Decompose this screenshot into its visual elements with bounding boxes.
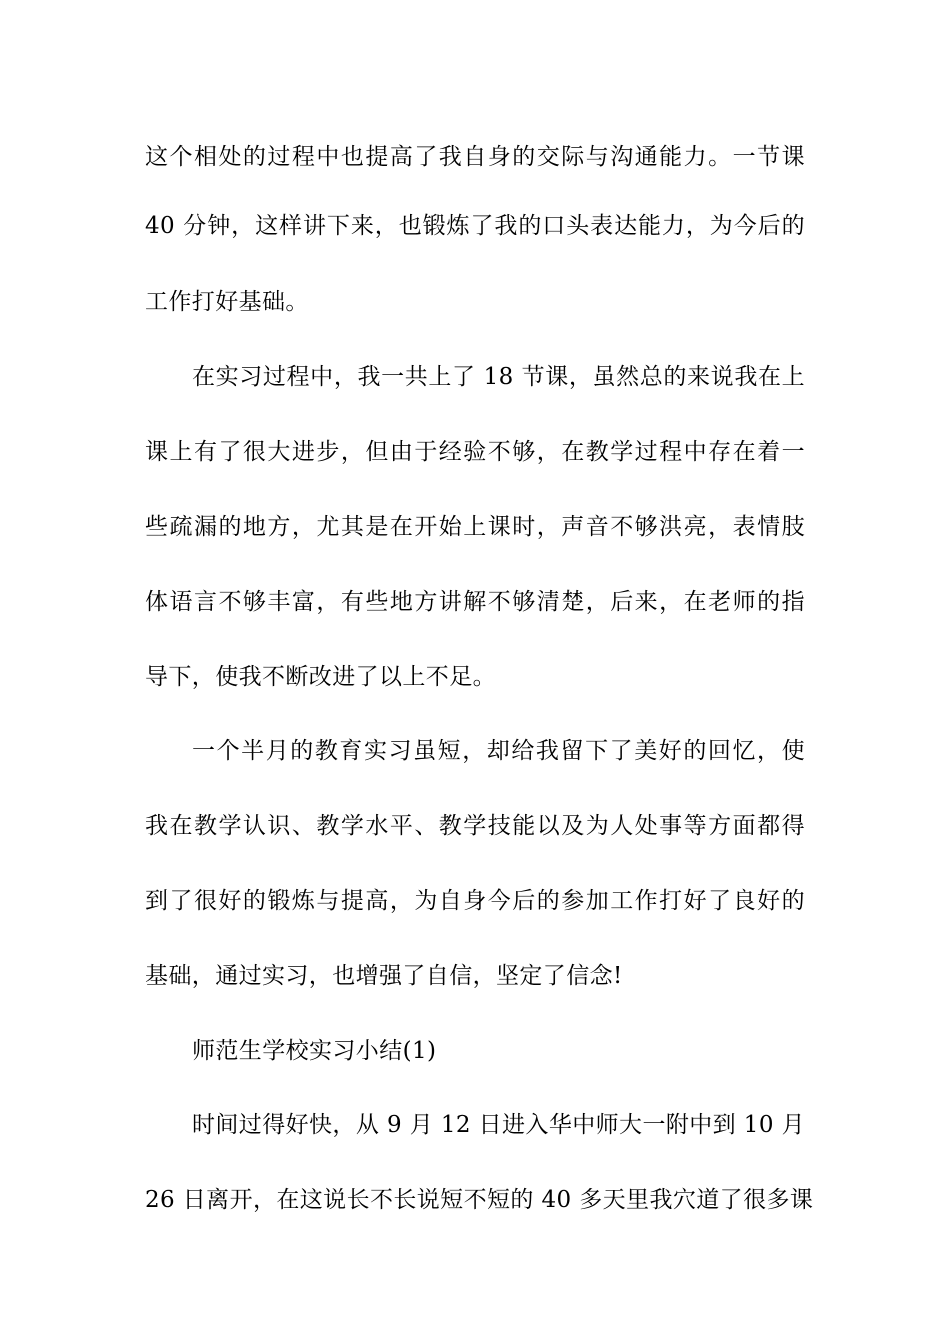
paragraph-first-line: 时间过得好快，从 9 月 12 日进入华中师大一附中到 10 月 — [192, 1112, 805, 1138]
section-heading: 师范生学校实习小结(1) — [192, 1038, 437, 1064]
text-line: 导下，使我不断改进了以上不足。 — [145, 664, 496, 690]
text-line: 课上有了很大进步，但由于经验不够，在教学过程中存在着一 — [145, 439, 805, 465]
text-line: 体语言不够丰富，有些地方讲解不够清楚，后来，在老师的指 — [145, 589, 805, 615]
paragraph-first-line: 一个半月的教育实习虽短，却给我留下了美好的回忆，使 — [192, 738, 805, 764]
text-line: 到了很好的锻炼与提高，为自身今后的参加工作打好了良好的 — [145, 888, 805, 914]
text-line: 基础，通过实习，也增强了自信，坚定了信念! — [145, 963, 623, 989]
text-line: 40 分钟，这样讲下来，也锻炼了我的口头表达能力，为今后的 — [145, 213, 805, 239]
text-line: 些疏漏的地方，尤其是在开始上课时，声音不够洪亮，表情肢 — [145, 514, 805, 540]
text-line: 工作打好基础。 — [145, 289, 309, 315]
text-line: 这个相处的过程中也提高了我自身的交际与沟通能力。一节课 — [145, 144, 805, 170]
paragraph-first-line: 在实习过程中，我一共上了 18 节课，虽然总的来说我在上 — [192, 364, 805, 390]
text-line: 26 日离开，在这说长不长说短不短的 40 多天里我穴道了很多课 — [145, 1187, 814, 1213]
text-line: 我在教学认识、教学水平、教学技能以及为人处事等方面都得 — [145, 813, 805, 839]
